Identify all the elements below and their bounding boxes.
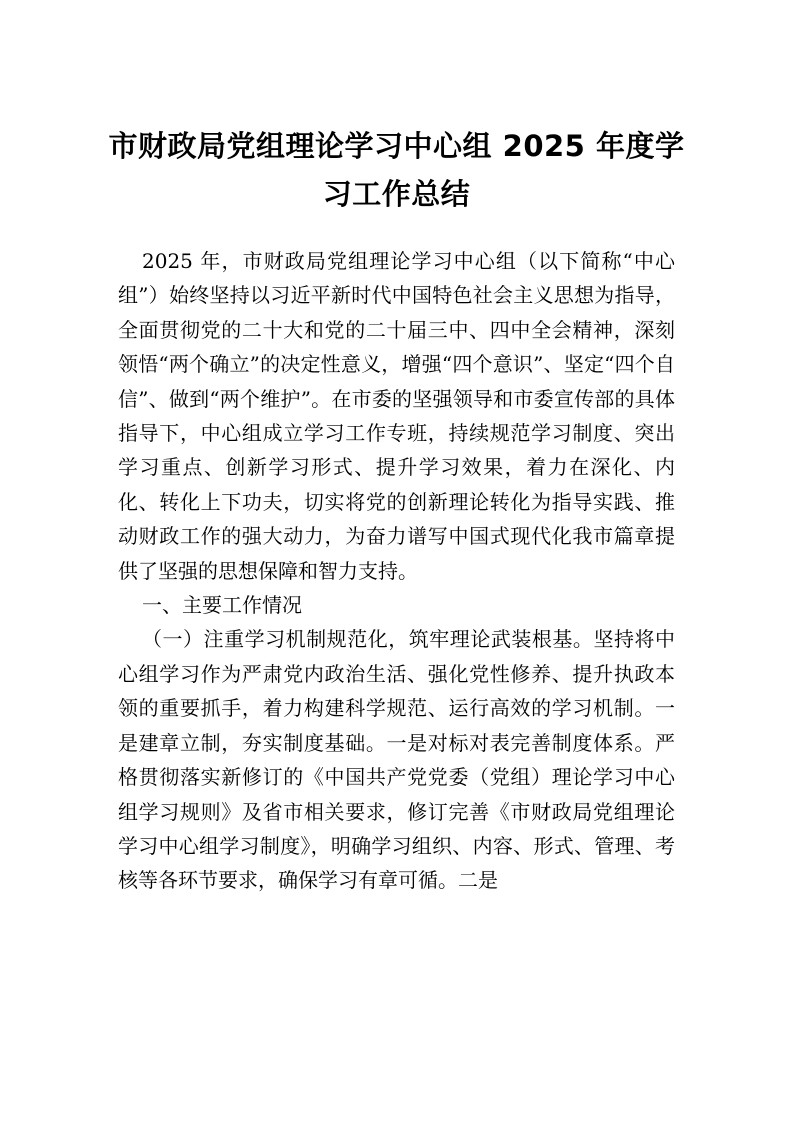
document-title: 市财政局党组理论学习中心组 2025 年度学习工作总结 <box>108 129 685 211</box>
intro-paragraph: 2025 年，市财政局党组理论学习中心组（以下简称“中心组”）始终坚持以习近平新时代中国特色社会主义思想为指导，全面贯彻党的二十大和党的二十届三中、四中全会精神，深刻领悟“两个确立”的决定性意义，增强“四个意识”、坚定“四个自信”、做到“两个维护”。在市委的坚强领导和市委宣传部的具体指导下，中心组成立学习工作专班，持续规范学习制度、突出学习重点、创新学习形式、提升学习效果，着力在深化、内化、转化上下功夫，切实将党的创新理论转化为指导实践、推动财政工作的强大动力，为奋力谱写中国式现代化我市篇章提供了坚强的思想保障和智力支持。 <box>118 249 675 583</box>
document-body <box>118 244 675 898</box>
paragraph-learning-mechanism: （一）注重学习机制规范化，筑牢理论武装根基。坚持将中心组学习作为严肃党内政治生活、强化党性修养、提升执政本领的重要抓手，着力构建科学规范、运行高效的学习机制。一是建章立制，夯实制度基础。一是对标对表完善制度体系。严格贯彻落实新修订的《中国共产党党委（党组）理论学习中心组学习规则》及省市相关要求，修订完善《市财政局党组理论学习中心组学习制度》，明确学习组织、内容、形式、管理、考核等各环节要求，确保学习有章可循。二是 <box>118 627 675 893</box>
section-heading-main-work: 一、主要工作情况 <box>142 593 302 618</box>
